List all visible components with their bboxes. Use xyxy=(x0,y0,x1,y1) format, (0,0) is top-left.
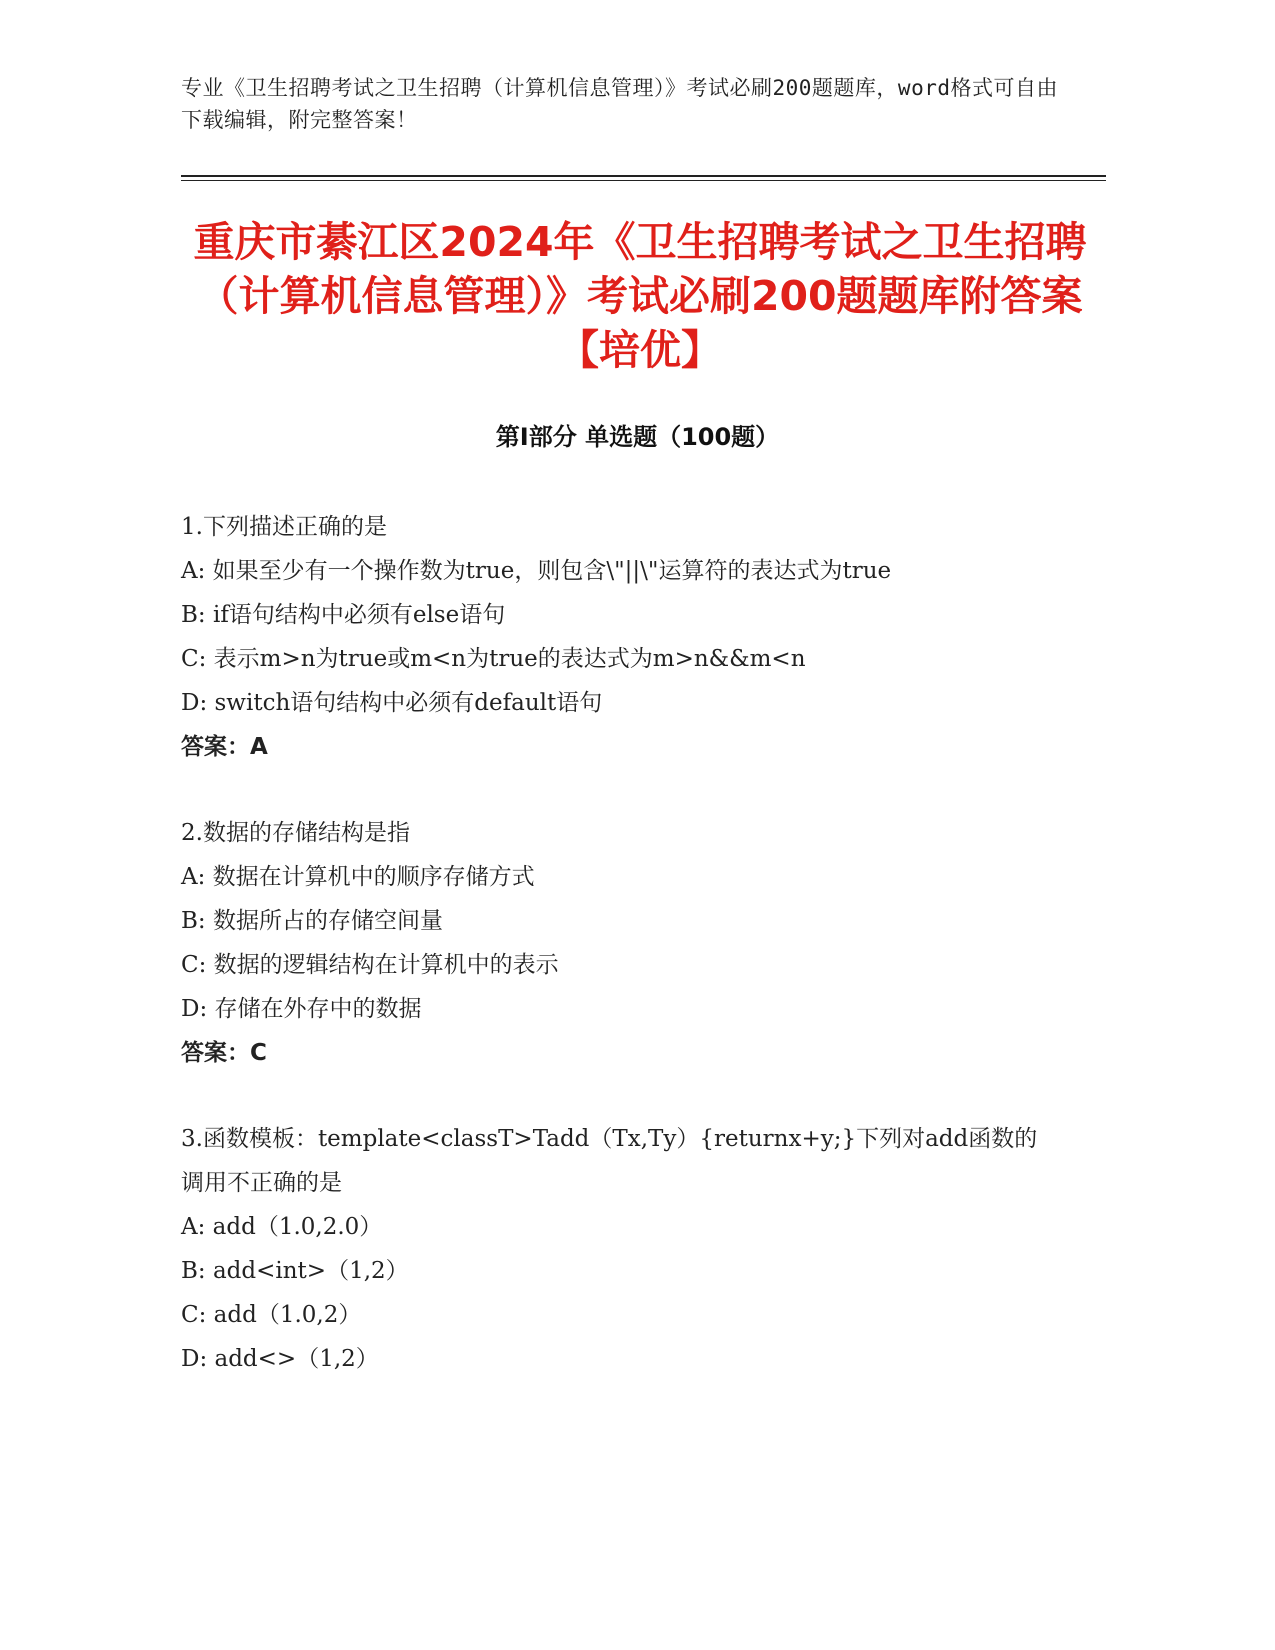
option-d: D: 存储在外存中的数据 xyxy=(181,996,422,1022)
option-a: A: 如果至少有一个操作数为true，则包含\"||\"运算符的表达式为true xyxy=(181,558,892,584)
option-a: A: add（1.0,2.0） xyxy=(181,1214,383,1240)
option-d: D: switch语句结构中必须有default语句 xyxy=(181,690,603,716)
question-stem: 2.数据的存储结构是指 xyxy=(181,820,410,846)
answer: 答案：A xyxy=(181,734,268,760)
option-b: B: add<int>（1,2） xyxy=(181,1258,409,1284)
option-c: C: 数据的逻辑结构在计算机中的表示 xyxy=(181,952,559,978)
option-c: C: add（1.0,2） xyxy=(181,1302,362,1328)
question-stem: 1.下列描述正确的是 xyxy=(181,514,387,540)
question-list xyxy=(181,505,1051,1423)
option-a: A: 数据在计算机中的顺序存储方式 xyxy=(181,864,535,890)
question-2 xyxy=(181,811,1051,1075)
header-divider-thick xyxy=(181,175,1106,177)
option-b: B: if语句结构中必须有else语句 xyxy=(181,602,506,628)
question-stem: 3.函数模板：template<classT>Tadd（Tx,Ty）{returnx+y;}下列对add函数的调用不正确的是 xyxy=(181,1126,1038,1196)
option-c: C: 表示m>n为true或m<n为true的表达式为m>n&&m<n xyxy=(181,646,806,672)
option-b: B: 数据所占的存储空间量 xyxy=(181,908,443,934)
header-divider-thin xyxy=(181,180,1106,181)
answer: 答案：C xyxy=(181,1040,267,1066)
section-heading: 第Ⅰ部分 单选题（100题） xyxy=(495,423,780,451)
question-3 xyxy=(181,1117,1051,1381)
option-d: D: add<>（1,2） xyxy=(181,1346,379,1372)
header-note: 专业《卫生招聘考试之卫生招聘（计算机信息管理）》考试必刷200题题库，word格式可自由下载编辑，附完整答案！ xyxy=(181,76,1058,132)
question-1 xyxy=(181,505,1051,769)
document-title: 重庆市綦江区2024年《卫生招聘考试之卫生招聘（计算机信息管理）》考试必刷200题题库附答案【培优】 xyxy=(193,218,1087,374)
